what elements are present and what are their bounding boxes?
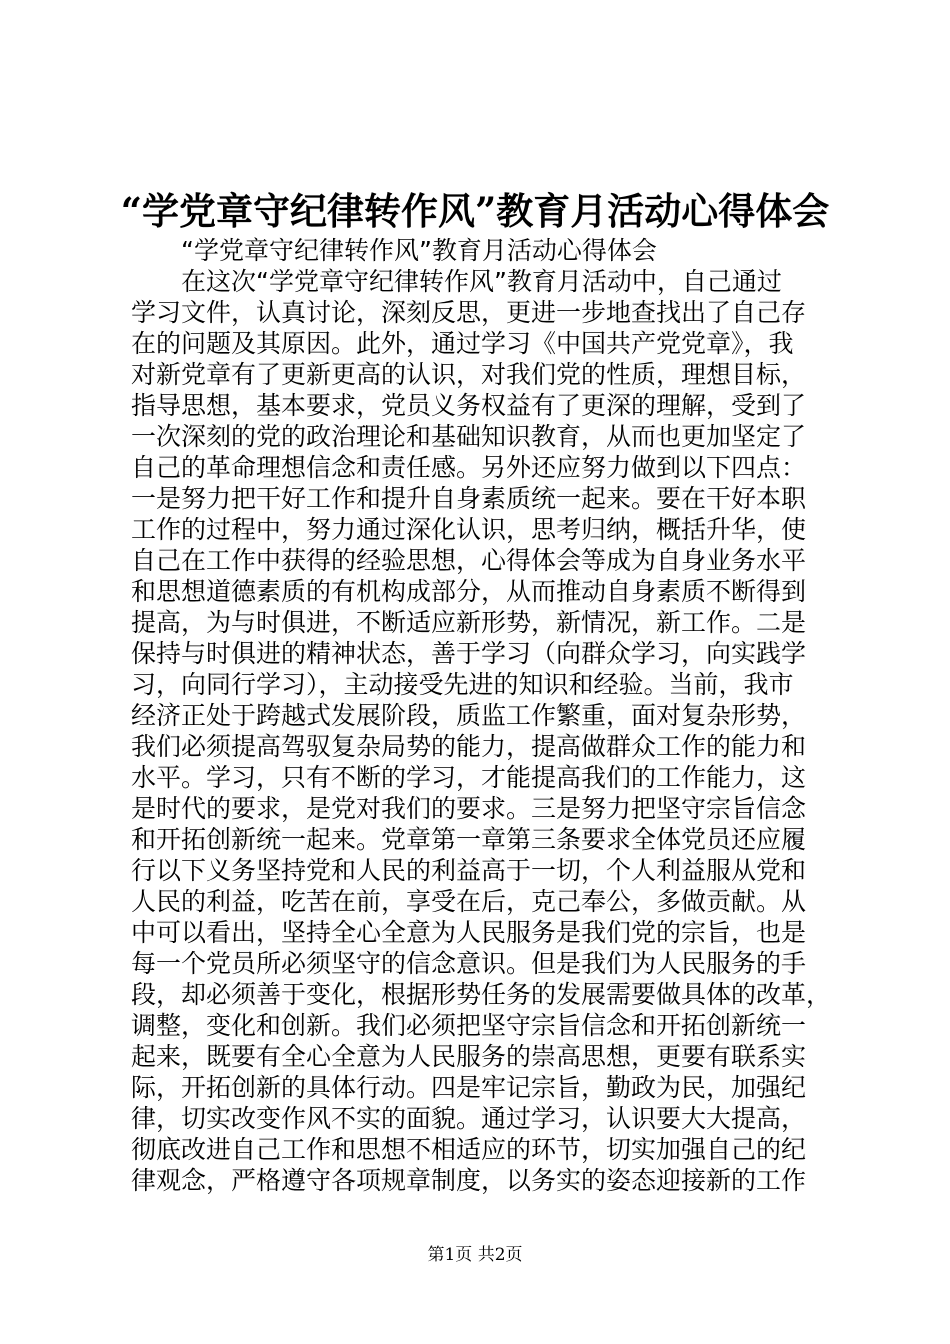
- page-indicator: 第1页 共2页: [427, 1245, 523, 1265]
- body-line: 对新党章有了更新更高的认识，对我们党的性质，理想目标，: [131, 360, 807, 389]
- body-line: 调整，变化和创新。我们必须把坚守宗旨信念和开拓创新统一: [131, 1011, 807, 1040]
- body-line: 在的问题及其原因。此外，通过学习《中国共产党党章》，我: [131, 329, 794, 358]
- body-line: 一次深刻的党的政治理论和基础知识教育，从而也更加坚定了: [131, 422, 807, 451]
- body-line: 自己在工作中获得的经验思想，心得体会等成为自身业务水平: [131, 546, 807, 575]
- body-line: 一是努力把干好工作和提升自身素质统一起来。要在干好本职: [131, 484, 807, 513]
- body-line: 在这次“学党章守纪律转作风”教育月活动中，自己通过: [181, 267, 782, 296]
- body-line: 我们必须提高驾驭复杂局势的能力，提高做群众工作的能力和: [131, 732, 807, 761]
- body-line: 律，切实改变作风不实的面貌。通过学习，认识要大大提高，: [131, 1104, 807, 1133]
- body-line: 工作的过程中，努力通过深化认识，思考归纳，概括升华，使: [131, 515, 807, 544]
- body-line: 段，却必须善于变化，根据形势任务的发展需要做具体的改革，: [131, 980, 832, 1009]
- body-line: 人民的利益，吃苦在前，享受在后，克己奉公，多做贡献。从: [131, 887, 807, 916]
- body-line: 和思想道德素质的有机构成部分，从而推动自身素质不断得到: [131, 577, 807, 606]
- body-line: 行以下义务坚持党和人民的利益高于一切，个人利益服从党和: [131, 856, 807, 885]
- body-line-subtitle: “学党章守纪律转作风”教育月活动心得体会: [181, 236, 657, 265]
- document-title: “学党章守纪律转作风”教育月活动心得体会: [120, 189, 830, 233]
- body-line: 保持与时俱进的精神状态，善于学习（向群众学习，向实践学: [131, 639, 807, 668]
- body-line: 指导思想，基本要求，党员义务权益有了更深的理解，受到了: [131, 391, 807, 420]
- body-line: 律观念，严格遵守各项规章制度，以务实的姿态迎接新的工作: [131, 1166, 807, 1195]
- body-line: 彻底改进自己工作和思想不相适应的环节，切实加强自己的纪: [131, 1135, 807, 1164]
- document-body: [131, 235, 831, 1196]
- body-line: 学习文件，认真讨论，深刻反思，更进一步地查找出了自己存: [131, 298, 807, 327]
- body-line: 习，向同行学习），主动接受先进的知识和经验。当前，我市: [131, 670, 794, 699]
- body-line: 和开拓创新统一起来。党章第一章第三条要求全体党员还应履: [131, 825, 807, 854]
- body-line: 中可以看出，坚持全心全意为人民服务是我们党的宗旨，也是: [131, 918, 807, 947]
- page-footer: [0, 1243, 950, 1267]
- body-line: 起来，既要有全心全意为人民服务的崇高思想，更要有联系实: [131, 1042, 807, 1071]
- body-line: 是时代的要求，是党对我们的要求。三是努力把坚守宗旨信念: [131, 794, 807, 823]
- body-line: 水平。学习，只有不断的学习，才能提高我们的工作能力，这: [131, 763, 807, 792]
- body-line: 经济正处于跨越式发展阶段，质监工作繁重，面对复杂形势，: [131, 701, 807, 730]
- body-line: 提高，为与时俱进，不断适应新形势，新情况，新工作。二是: [131, 608, 807, 637]
- body-line: 自己的革命理想信念和责任感。另外还应努力做到以下四点：: [131, 453, 807, 482]
- body-line: 际，开拓创新的具体行动。四是牢记宗旨，勤政为民，加强纪: [131, 1073, 807, 1102]
- body-line: 每一个党员所必须坚守的信念意识。但是我们为人民服务的手: [131, 949, 807, 978]
